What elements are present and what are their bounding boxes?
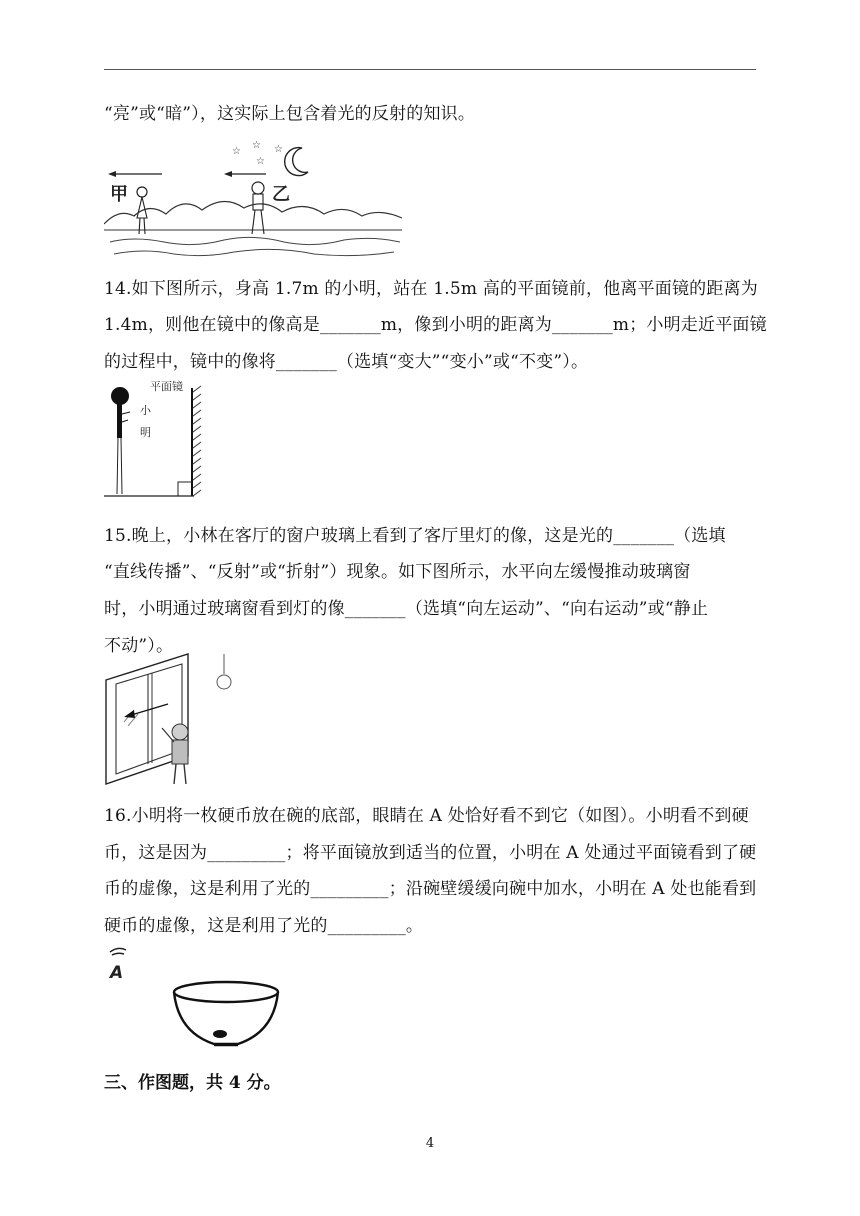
plane-mirror-figure <box>104 378 216 500</box>
bowl-coin-figure <box>104 942 284 1050</box>
label-yi: 乙 <box>272 184 290 205</box>
header-rule <box>104 69 756 70</box>
window-lamp-figure <box>104 652 244 788</box>
q13-tail: “亮”或“暗”），这实际上包含着光的反射的知识。 <box>104 104 476 124</box>
q14-line-2: 1.4m，则他在镜中的像高是_______m，像到小明的距离为_______m；小明走近平面镜 <box>104 315 767 335</box>
q15-line-2: “直线传播”、“反射”或“折射”）现象。如下图所示，水平向左缓慢推动玻璃窗 <box>104 562 691 582</box>
q15-line-3: 时，小明通过玻璃窗看到灯的像_______（选填“向左运动”、“向右运动”或“静止 <box>104 599 709 619</box>
person-head <box>172 724 188 740</box>
person-label-1: 小 <box>140 404 151 417</box>
label-jia: 甲 <box>110 184 128 205</box>
push-arrow-head <box>124 710 135 718</box>
arrow-right-head <box>224 171 232 177</box>
coin <box>213 1030 227 1038</box>
mirror-label: 平面镜 <box>150 380 183 393</box>
q16-line-2: 币，这是因为_________；将平面镜放到适当的位置，小明在 A 处通过平面镜看到了硬 <box>104 843 757 863</box>
person-body <box>117 404 122 438</box>
bowl-rim <box>174 982 278 1002</box>
star-icon: ☆ <box>274 144 283 155</box>
person-yi-head <box>252 182 264 194</box>
arrow-left-head <box>108 171 116 177</box>
night-scene-figure <box>104 138 404 260</box>
q14-line-3: 的过程中，镜中的像将_______（选填“变大”“变小”或“不变”）。 <box>104 352 589 372</box>
q14-line-1: 14.如下图所示，身高 1.7m 的小明，站在 1.5m 高的平面镜前，他离平面镜的距离为 <box>104 279 758 299</box>
star-icon: ☆ <box>232 146 241 157</box>
person-label-2: 明 <box>140 426 151 439</box>
star-icon: ☆ <box>252 140 261 151</box>
star-icon: ☆ <box>256 156 265 167</box>
eye-icon <box>110 948 126 952</box>
q16-line-4: 硬币的虚像，这是利用了光的_________。 <box>104 916 424 936</box>
q16-line-1: 16.小明将一枚硬币放在碗的底部，眼睛在 A 处恰好看不到它（如图）。小明看不到硬 <box>104 806 749 826</box>
person-jia-head <box>137 187 147 197</box>
moon-icon <box>285 148 308 176</box>
page-number: 4 <box>425 1136 435 1151</box>
lamp-icon <box>217 675 231 689</box>
q15-line-4: 不动”）。 <box>104 636 174 656</box>
q16-line-3: 币的虚像，这是利用了光的_________；沿碗壁缓缓向碗中加水，小明在 A 处也能看到 <box>104 879 757 899</box>
mirror-hatching <box>193 386 201 496</box>
q15-line-1: 15.晚上，小林在客厅的窗户玻璃上看到了客厅里灯的像，这是光的_______（选填 <box>104 526 726 546</box>
section-3-title: 三、作图题，共 4 分。 <box>104 1073 281 1093</box>
person-head <box>111 387 129 405</box>
eye-label-a: A <box>110 963 124 983</box>
